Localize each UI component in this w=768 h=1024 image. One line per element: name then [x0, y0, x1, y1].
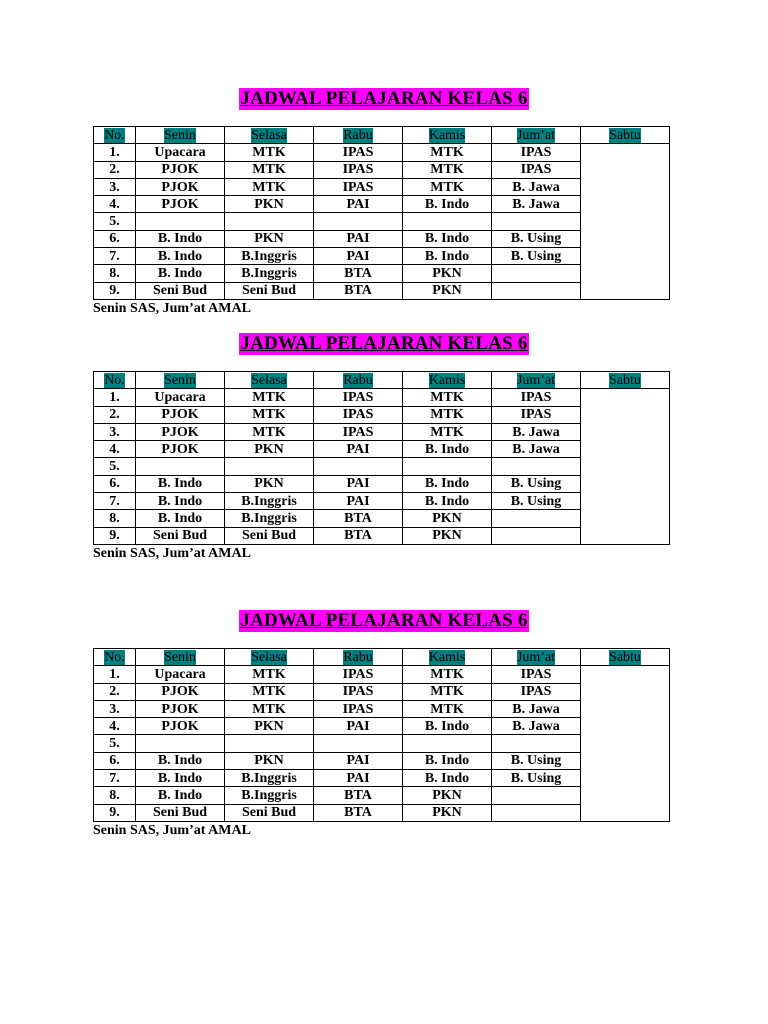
- subject-cell: [581, 230, 670, 247]
- subject-cell: [314, 735, 403, 752]
- row-number-cell: 4.: [94, 196, 136, 213]
- row-number-cell: 7.: [94, 770, 136, 787]
- subject-cell: [581, 787, 670, 804]
- subject-cell: B. Indo: [403, 752, 492, 769]
- subject-cell: B.Inggris: [225, 787, 314, 804]
- subject-cell: [492, 735, 581, 752]
- subject-cell: MTK: [403, 178, 492, 195]
- header-cell: Senin: [136, 372, 225, 389]
- subject-cell: PJOK: [136, 178, 225, 195]
- subject-cell: [581, 510, 670, 527]
- table-row: [94, 458, 670, 475]
- row-number-cell: 6.: [94, 230, 136, 247]
- subject-cell: [403, 213, 492, 230]
- subject-cell: PJOK: [136, 441, 225, 458]
- table-row: [94, 475, 670, 492]
- subject-cell: [581, 683, 670, 700]
- row-number-cell: 5.: [94, 458, 136, 475]
- subject-cell: MTK: [225, 178, 314, 195]
- subject-cell: B. Jawa: [492, 196, 581, 213]
- row-number-cell: 6.: [94, 752, 136, 769]
- subject-cell: PKN: [403, 804, 492, 821]
- header-cell: Jum’at: [492, 649, 581, 666]
- table-row: [94, 441, 670, 458]
- header-cell: Kamis: [403, 127, 492, 144]
- subject-cell: B. Jawa: [492, 178, 581, 195]
- subject-cell: [581, 735, 670, 752]
- subject-cell: B.Inggris: [225, 510, 314, 527]
- subject-cell: PKN: [225, 475, 314, 492]
- subject-cell: Seni Bud: [225, 527, 314, 544]
- table-row: [94, 178, 670, 195]
- subject-cell: MTK: [403, 683, 492, 700]
- subject-cell: MTK: [225, 144, 314, 161]
- subject-cell: [492, 787, 581, 804]
- subject-cell: [136, 458, 225, 475]
- subject-cell: IPAS: [492, 389, 581, 406]
- subject-cell: PJOK: [136, 423, 225, 440]
- table-header-row: [94, 649, 670, 666]
- subject-cell: [581, 196, 670, 213]
- header-cell: Kamis: [403, 649, 492, 666]
- subject-cell: B. Using: [492, 248, 581, 265]
- schedule-note-1: Senin SAS, Jum’at AMAL: [93, 301, 251, 316]
- subject-cell: Seni Bud: [136, 804, 225, 821]
- subject-cell: B. Indo: [403, 441, 492, 458]
- subject-cell: B. Indo: [403, 196, 492, 213]
- subject-cell: MTK: [403, 700, 492, 717]
- subject-cell: [581, 406, 670, 423]
- subject-cell: PKN: [403, 527, 492, 544]
- subject-cell: BTA: [314, 527, 403, 544]
- row-number-cell: 6.: [94, 475, 136, 492]
- row-number-cell: 3.: [94, 700, 136, 717]
- subject-cell: B. Indo: [403, 493, 492, 510]
- row-number-cell: 1.: [94, 389, 136, 406]
- table-row: [94, 735, 670, 752]
- subject-cell: PAI: [314, 441, 403, 458]
- subject-cell: [581, 666, 670, 683]
- header-cell: Sabtu: [581, 372, 670, 389]
- table-row: [94, 265, 670, 282]
- subject-cell: B. Indo: [136, 230, 225, 247]
- subject-cell: PAI: [314, 248, 403, 265]
- subject-cell: [581, 213, 670, 230]
- subject-cell: PKN: [225, 752, 314, 769]
- schedule-title-text: JADWAL PELAJARAN KELAS 6: [240, 610, 528, 631]
- subject-cell: IPAS: [314, 178, 403, 195]
- header-cell: Jum’at: [492, 127, 581, 144]
- subject-cell: [581, 475, 670, 492]
- schedule-title-1: [0, 88, 768, 110]
- header-cell: Selasa: [225, 649, 314, 666]
- header-cell: Selasa: [225, 127, 314, 144]
- subject-cell: B. Indo: [136, 265, 225, 282]
- row-number-cell: 1.: [94, 144, 136, 161]
- subject-cell: IPAS: [314, 144, 403, 161]
- subject-cell: [492, 510, 581, 527]
- table-row: [94, 510, 670, 527]
- subject-cell: PAI: [314, 718, 403, 735]
- row-number-cell: 5.: [94, 213, 136, 230]
- header-cell: No.: [94, 372, 136, 389]
- subject-cell: PKN: [403, 510, 492, 527]
- subject-cell: B.Inggris: [225, 493, 314, 510]
- table-row: [94, 423, 670, 440]
- subject-cell: [492, 265, 581, 282]
- subject-cell: [581, 770, 670, 787]
- row-number-cell: 9.: [94, 282, 136, 299]
- row-number-cell: 7.: [94, 493, 136, 510]
- table-row: [94, 700, 670, 717]
- header-cell: Rabu: [314, 649, 403, 666]
- subject-cell: [581, 282, 670, 299]
- subject-cell: [225, 458, 314, 475]
- header-cell: Kamis: [403, 372, 492, 389]
- row-number-cell: 4.: [94, 718, 136, 735]
- subject-cell: MTK: [225, 423, 314, 440]
- subject-cell: MTK: [403, 406, 492, 423]
- subject-cell: MTK: [225, 683, 314, 700]
- subject-cell: [581, 804, 670, 821]
- subject-cell: MTK: [403, 161, 492, 178]
- subject-cell: Seni Bud: [225, 282, 314, 299]
- subject-cell: BTA: [314, 804, 403, 821]
- subject-cell: B. Indo: [136, 493, 225, 510]
- subject-cell: MTK: [225, 161, 314, 178]
- subject-cell: PKN: [225, 441, 314, 458]
- row-number-cell: 4.: [94, 441, 136, 458]
- subject-cell: B. Indo: [403, 718, 492, 735]
- table-row: [94, 196, 670, 213]
- table-row: [94, 406, 670, 423]
- row-number-cell: 5.: [94, 735, 136, 752]
- subject-cell: MTK: [403, 666, 492, 683]
- subject-cell: B. Indo: [136, 770, 225, 787]
- subject-cell: B. Jawa: [492, 423, 581, 440]
- subject-cell: MTK: [225, 389, 314, 406]
- header-cell: Sabtu: [581, 127, 670, 144]
- subject-cell: PJOK: [136, 406, 225, 423]
- subject-cell: [403, 735, 492, 752]
- subject-cell: MTK: [225, 406, 314, 423]
- schedule-table-3: [93, 648, 670, 822]
- subject-cell: [581, 700, 670, 717]
- subject-cell: [492, 282, 581, 299]
- subject-cell: [581, 161, 670, 178]
- subject-cell: BTA: [314, 282, 403, 299]
- row-number-cell: 8.: [94, 787, 136, 804]
- subject-cell: IPAS: [492, 666, 581, 683]
- subject-cell: B. Indo: [136, 787, 225, 804]
- subject-cell: PJOK: [136, 196, 225, 213]
- subject-cell: PJOK: [136, 700, 225, 717]
- subject-cell: IPAS: [314, 406, 403, 423]
- subject-cell: [136, 213, 225, 230]
- subject-cell: [492, 804, 581, 821]
- subject-cell: IPAS: [314, 700, 403, 717]
- subject-cell: PKN: [225, 718, 314, 735]
- table-header-row: [94, 372, 670, 389]
- schedule-table-2: [93, 371, 670, 545]
- header-cell: Jum’at: [492, 372, 581, 389]
- subject-cell: MTK: [403, 389, 492, 406]
- schedule-title-3: [0, 610, 768, 632]
- subject-cell: [581, 178, 670, 195]
- subject-cell: MTK: [403, 423, 492, 440]
- subject-cell: BTA: [314, 787, 403, 804]
- subject-cell: Seni Bud: [136, 282, 225, 299]
- subject-cell: B.Inggris: [225, 248, 314, 265]
- subject-cell: B. Indo: [403, 475, 492, 492]
- table-row: [94, 787, 670, 804]
- header-cell: No.: [94, 127, 136, 144]
- subject-cell: IPAS: [314, 683, 403, 700]
- subject-cell: IPAS: [492, 406, 581, 423]
- subject-cell: B. Jawa: [492, 441, 581, 458]
- subject-cell: [225, 735, 314, 752]
- subject-cell: [403, 458, 492, 475]
- subject-cell: Upacara: [136, 144, 225, 161]
- row-number-cell: 2.: [94, 161, 136, 178]
- subject-cell: B. Using: [492, 230, 581, 247]
- row-number-cell: 1.: [94, 666, 136, 683]
- table-row: [94, 527, 670, 544]
- row-number-cell: 8.: [94, 510, 136, 527]
- subject-cell: [581, 144, 670, 161]
- subject-cell: B. Jawa: [492, 718, 581, 735]
- row-number-cell: 2.: [94, 406, 136, 423]
- subject-cell: [581, 718, 670, 735]
- schedule-title-text: JADWAL PELAJARAN KELAS 6: [240, 333, 528, 354]
- schedule-note-3: Senin SAS, Jum’at AMAL: [93, 823, 251, 838]
- table-row: [94, 213, 670, 230]
- subject-cell: [581, 493, 670, 510]
- subject-cell: B. Using: [492, 752, 581, 769]
- table-row: [94, 248, 670, 265]
- subject-cell: B. Indo: [403, 770, 492, 787]
- subject-cell: [581, 458, 670, 475]
- subject-cell: IPAS: [492, 144, 581, 161]
- header-cell: Senin: [136, 649, 225, 666]
- subject-cell: [581, 265, 670, 282]
- subject-cell: [581, 752, 670, 769]
- subject-cell: PAI: [314, 196, 403, 213]
- table-row: [94, 804, 670, 821]
- subject-cell: IPAS: [314, 666, 403, 683]
- subject-cell: IPAS: [314, 423, 403, 440]
- row-number-cell: 2.: [94, 683, 136, 700]
- schedule-note-2: Senin SAS, Jum’at AMAL: [93, 546, 251, 561]
- subject-cell: PAI: [314, 475, 403, 492]
- row-number-cell: 9.: [94, 804, 136, 821]
- subject-cell: PAI: [314, 230, 403, 247]
- subject-cell: B.Inggris: [225, 265, 314, 282]
- subject-cell: IPAS: [314, 389, 403, 406]
- subject-cell: PAI: [314, 770, 403, 787]
- subject-cell: [581, 423, 670, 440]
- table-row: [94, 666, 670, 683]
- subject-cell: MTK: [403, 144, 492, 161]
- subject-cell: B. Jawa: [492, 700, 581, 717]
- subject-cell: PAI: [314, 752, 403, 769]
- schedule-title-text: JADWAL PELAJARAN KELAS 6: [240, 88, 528, 109]
- subject-cell: PKN: [225, 230, 314, 247]
- subject-cell: PKN: [403, 265, 492, 282]
- subject-cell: B.Inggris: [225, 770, 314, 787]
- table-row: [94, 161, 670, 178]
- subject-cell: PJOK: [136, 683, 225, 700]
- subject-cell: B. Indo: [136, 510, 225, 527]
- subject-cell: B. Using: [492, 493, 581, 510]
- subject-cell: B. Indo: [403, 248, 492, 265]
- subject-cell: BTA: [314, 510, 403, 527]
- subject-cell: [225, 213, 314, 230]
- subject-cell: B. Indo: [136, 475, 225, 492]
- header-cell: No.: [94, 649, 136, 666]
- schedule-table-1: [93, 126, 670, 300]
- subject-cell: [314, 458, 403, 475]
- table-row: [94, 683, 670, 700]
- header-cell: Selasa: [225, 372, 314, 389]
- subject-cell: BTA: [314, 265, 403, 282]
- row-number-cell: 7.: [94, 248, 136, 265]
- subject-cell: B. Indo: [403, 230, 492, 247]
- header-cell: Rabu: [314, 127, 403, 144]
- subject-cell: MTK: [225, 700, 314, 717]
- subject-cell: PAI: [314, 493, 403, 510]
- subject-cell: B. Indo: [136, 752, 225, 769]
- subject-cell: PKN: [403, 787, 492, 804]
- table-row: [94, 718, 670, 735]
- subject-cell: IPAS: [492, 161, 581, 178]
- table-row: [94, 230, 670, 247]
- subject-cell: [492, 458, 581, 475]
- row-number-cell: 8.: [94, 265, 136, 282]
- subject-cell: Seni Bud: [225, 804, 314, 821]
- table-row: [94, 389, 670, 406]
- row-number-cell: 9.: [94, 527, 136, 544]
- subject-cell: [136, 735, 225, 752]
- subject-cell: Upacara: [136, 389, 225, 406]
- header-cell: Sabtu: [581, 649, 670, 666]
- subject-cell: [581, 248, 670, 265]
- subject-cell: [581, 389, 670, 406]
- table-row: [94, 282, 670, 299]
- subject-cell: PJOK: [136, 161, 225, 178]
- subject-cell: PKN: [225, 196, 314, 213]
- header-cell: Rabu: [314, 372, 403, 389]
- subject-cell: Upacara: [136, 666, 225, 683]
- subject-cell: PKN: [403, 282, 492, 299]
- subject-cell: IPAS: [314, 161, 403, 178]
- table-row: [94, 770, 670, 787]
- row-number-cell: 3.: [94, 178, 136, 195]
- subject-cell: [581, 441, 670, 458]
- table-row: [94, 144, 670, 161]
- subject-cell: B. Indo: [136, 248, 225, 265]
- subject-cell: PJOK: [136, 718, 225, 735]
- table-row: [94, 752, 670, 769]
- table-header-row: [94, 127, 670, 144]
- subject-cell: [492, 213, 581, 230]
- subject-cell: MTK: [225, 666, 314, 683]
- header-cell: Senin: [136, 127, 225, 144]
- subject-cell: IPAS: [492, 683, 581, 700]
- row-number-cell: 3.: [94, 423, 136, 440]
- schedule-title-2: [0, 333, 768, 355]
- subject-cell: [314, 213, 403, 230]
- subject-cell: [581, 527, 670, 544]
- subject-cell: Seni Bud: [136, 527, 225, 544]
- subject-cell: B. Using: [492, 770, 581, 787]
- subject-cell: [492, 527, 581, 544]
- table-row: [94, 493, 670, 510]
- subject-cell: B. Using: [492, 475, 581, 492]
